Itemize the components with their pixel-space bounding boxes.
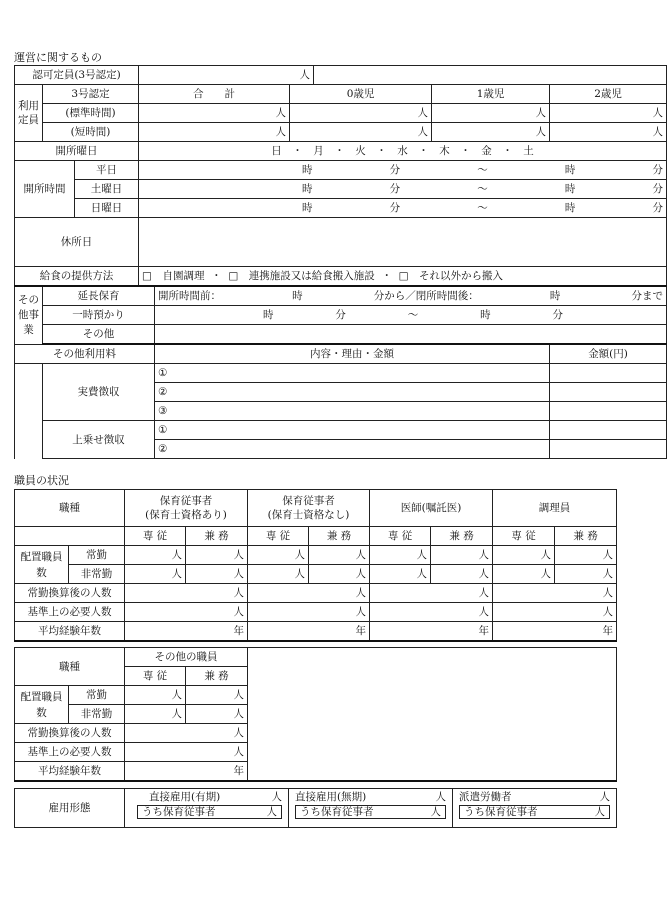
capacity-label: 認可定員(3号認定) <box>15 66 139 85</box>
meal-label: 給食の提供方法 <box>15 267 139 287</box>
fulltime-label: 常勤 <box>69 546 125 565</box>
staff-cell[interactable]: 人 <box>555 546 617 565</box>
staff-cell[interactable]: 人 <box>125 546 186 565</box>
parttime-label-2: 非常勤 <box>69 705 125 724</box>
assigned-label-2: 配置職員数 <box>15 686 69 724</box>
staff-cell[interactable]: 人 <box>248 603 370 622</box>
job-type-header: 職種 <box>15 490 125 527</box>
staff-cell[interactable]: 人 <box>248 584 370 603</box>
surcharge-1[interactable]: ① <box>155 421 550 440</box>
extended-label: 延長保育 <box>43 286 155 306</box>
cat3-label: 3号認定 <box>43 85 139 104</box>
open-days-options[interactable]: 日 ・ 月 ・ 火 ・ 水 ・ 木 ・ 金 ・ 土 <box>139 142 667 161</box>
other-biz-other-value[interactable] <box>155 325 667 345</box>
operation-section-title: 運営に関するもの <box>14 51 102 64</box>
capacity-value[interactable]: 人 <box>139 66 314 85</box>
surcharge-2[interactable]: ② <box>155 440 550 459</box>
fte-label: 常勤換算後の人数 <box>15 584 125 603</box>
cook-concurrent-header: 兼 務 <box>555 527 617 546</box>
staff-cell[interactable]: 人 <box>370 546 431 565</box>
avg-years-label-2: 平均経験年数 <box>15 762 125 782</box>
amount-header: 金額(円) <box>550 344 667 364</box>
staff-cell[interactable]: 人 <box>125 686 186 705</box>
staff-cell[interactable]: 年 <box>125 622 248 642</box>
other-fees-label: その他利用料 <box>15 344 155 364</box>
nnq-concurrent-header: 兼 務 <box>309 527 370 546</box>
open-days-label: 開所曜日 <box>15 142 139 161</box>
staff-cell[interactable]: 人 <box>370 584 493 603</box>
required-label: 基準上の必要人数 <box>15 603 125 622</box>
fulltime-label-2: 常勤 <box>69 686 125 705</box>
staff-cell[interactable]: 人 <box>493 603 617 622</box>
other-staff-header: その他の職員 <box>125 648 248 667</box>
os-concurrent-header: 兼 務 <box>186 667 248 686</box>
weekday-label: 平日 <box>75 161 139 180</box>
short-age2[interactable]: 人 <box>550 123 667 142</box>
sunday-hours[interactable]: 時 分 ～ 時 分 <box>139 199 667 218</box>
weekday-hours[interactable]: 時 分 ～ 時 分 <box>139 161 667 180</box>
os-dedicated-header: 専 従 <box>125 667 186 686</box>
nq-dedicated-header: 専 従 <box>125 527 186 546</box>
nursery-qualified-header: 保育従事者 (保育士資格あり) <box>125 490 248 527</box>
staff-cell[interactable]: 人 <box>125 584 248 603</box>
actual-cost-2[interactable]: ② <box>155 383 550 402</box>
staff-cell[interactable]: 人 <box>186 546 248 565</box>
staff-section-title: 職員の状況 <box>14 474 69 487</box>
doctor-dedicated-header: 専 従 <box>370 527 431 546</box>
employment-label: 雇用形態 <box>15 789 125 828</box>
staff-cell[interactable]: 人 <box>370 603 493 622</box>
doctor-concurrent-header: 兼 務 <box>431 527 493 546</box>
meal-options[interactable]: □ 自園調理 ・ □ 連携施設又は給食搬入施設 ・ □ それ以外から搬入 <box>139 267 667 287</box>
open-hours-label: 開所時間 <box>15 161 75 218</box>
parttime-label: 非常勤 <box>69 565 125 584</box>
operation-table <box>14 65 667 459</box>
surcharge-2-amount[interactable] <box>550 440 667 459</box>
staff-cell[interactable]: 人 <box>125 743 248 762</box>
closed-label: 休所日 <box>15 218 139 267</box>
saturday-hours[interactable]: 時 分 ～ 時 分 <box>139 180 667 199</box>
age1-header: 1歳児 <box>432 85 550 104</box>
required-label-2: 基準上の必要人数 <box>15 743 125 762</box>
standard-total[interactable]: 人 <box>139 104 290 123</box>
employment-table <box>14 788 617 828</box>
doctor-header: 医師(嘱託医) <box>370 490 493 527</box>
actual-cost-3-amount[interactable] <box>550 402 667 421</box>
actual-cost-1[interactable]: ① <box>155 364 550 383</box>
staff-cell[interactable]: 人 <box>370 565 431 584</box>
staff-cell[interactable]: 人 <box>248 565 309 584</box>
staff-cell[interactable]: 人 <box>125 705 186 724</box>
staff-cell[interactable]: 人 <box>431 546 493 565</box>
staff-cell[interactable]: 人 <box>186 705 248 724</box>
avg-years-label: 平均経験年数 <box>15 622 125 642</box>
extended-hours[interactable]: 開所時間前： 時 分から／閉所時間後： 時 分まで <box>155 286 667 306</box>
staff-cell[interactable]: 人 <box>493 546 555 565</box>
staff-cell[interactable]: 年 <box>493 622 617 642</box>
sunday-label: 日曜日 <box>75 199 139 218</box>
short-label: (短時間) <box>43 123 139 142</box>
actual-cost-1-amount[interactable] <box>550 364 667 383</box>
staff-cell[interactable]: 人 <box>431 565 493 584</box>
staff-cell[interactable]: 人 <box>125 724 248 743</box>
other-biz-label: その他事業 <box>15 286 43 344</box>
short-age0[interactable]: 人 <box>290 123 432 142</box>
other-biz-other-label: その他 <box>43 325 155 345</box>
actual-cost-label: 実費徴収 <box>43 364 155 421</box>
nq-concurrent-header: 兼 務 <box>186 527 248 546</box>
staff-cell[interactable]: 人 <box>493 565 555 584</box>
staff-table <box>14 489 617 642</box>
cook-header: 調理員 <box>493 490 617 527</box>
staff-cell[interactable]: 人 <box>555 565 617 584</box>
staff-cell[interactable]: 人 <box>186 565 248 584</box>
saturday-label: 土曜日 <box>75 180 139 199</box>
closed-value[interactable] <box>139 218 667 267</box>
standard-age1[interactable]: 人 <box>432 104 550 123</box>
short-total[interactable]: 人 <box>139 123 290 142</box>
other-staff-table <box>14 647 617 782</box>
staff-cell[interactable]: 人 <box>309 546 370 565</box>
actual-cost-3[interactable]: ③ <box>155 402 550 421</box>
staff-cell[interactable]: 年 <box>248 622 370 642</box>
content-header: 内容・理由・金額 <box>155 344 550 364</box>
fte-label-2: 常勤換算後の人数 <box>15 724 125 743</box>
staff-cell[interactable]: 人 <box>248 546 309 565</box>
standard-label: (標準時間) <box>43 104 139 123</box>
temp-care-hours[interactable]: 時 分 ～ 時 分 <box>155 306 667 325</box>
staff-cell[interactable]: 人 <box>125 565 186 584</box>
standard-age2[interactable]: 人 <box>550 104 667 123</box>
standard-age0[interactable]: 人 <box>290 104 432 123</box>
staff-cell[interactable]: 人 <box>493 584 617 603</box>
direct-open-cell[interactable]: 直接雇用(無期) 人 うち保育従事者 人 <box>289 789 453 828</box>
age0-header: 0歳児 <box>290 85 432 104</box>
staff-cell[interactable]: 人 <box>186 686 248 705</box>
staff-cell[interactable]: 人 <box>125 603 248 622</box>
nnq-dedicated-header: 専 従 <box>248 527 309 546</box>
short-age1[interactable]: 人 <box>432 123 550 142</box>
dispatch-cell[interactable]: 派遣労働者 人 うち保育従事者 人 <box>453 789 617 828</box>
staff-cell[interactable]: 人 <box>309 565 370 584</box>
temp-care-label: 一時預かり <box>43 306 155 325</box>
job-type-header-2: 職種 <box>15 648 125 686</box>
users-label: 利用定員 <box>15 85 43 142</box>
nursery-unqualified-header: 保育従事者 (保育士資格なし) <box>248 490 370 527</box>
staff-cell[interactable]: 年 <box>370 622 493 642</box>
staff-cell[interactable]: 年 <box>125 762 248 782</box>
total-header: 合 計 <box>139 85 290 104</box>
actual-cost-2-amount[interactable] <box>550 383 667 402</box>
direct-fixed-cell[interactable]: 直接雇用(有期) 人 うち保育従事者 人 <box>125 789 289 828</box>
assigned-label: 配置職員数 <box>15 546 69 584</box>
surcharge-label: 上乗せ徴収 <box>43 421 155 459</box>
cook-dedicated-header: 専 従 <box>493 527 555 546</box>
age2-header: 2歳児 <box>550 85 667 104</box>
surcharge-1-amount[interactable] <box>550 421 667 440</box>
